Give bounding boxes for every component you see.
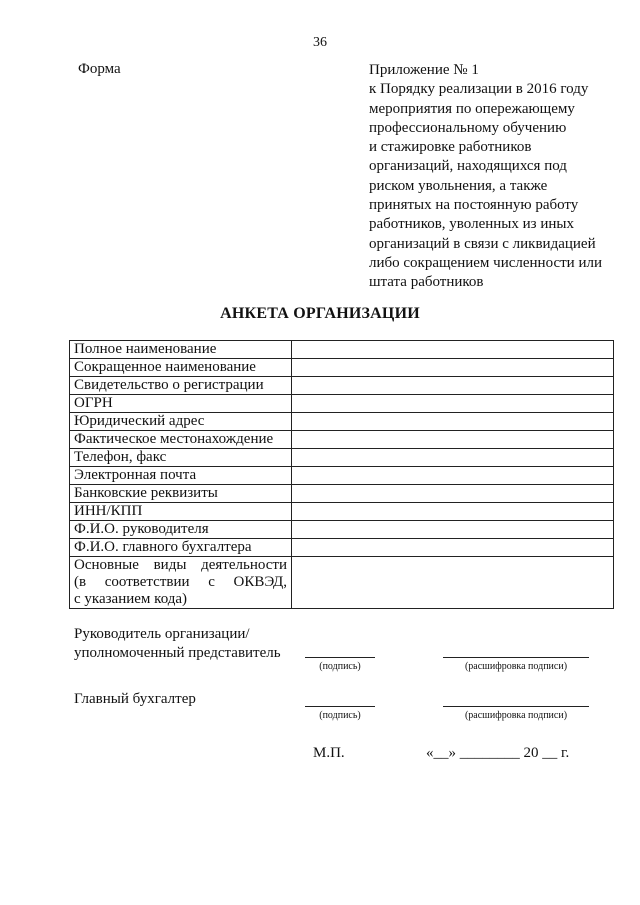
row-value-field[interactable] — [292, 503, 614, 521]
row-value-field[interactable] — [292, 539, 614, 557]
row-label: ОГРН — [70, 395, 292, 413]
appendix-line: организаций, находящихся под — [369, 158, 567, 175]
row-label: Сокращенное наименование — [70, 359, 292, 377]
head-signature-line[interactable] — [305, 657, 375, 658]
row-value-field[interactable] — [292, 521, 614, 539]
row-label: Телефон, факс — [70, 449, 292, 467]
head-label-line: Руководитель организации/ — [74, 626, 250, 642]
appendix-line: принятых на постоянную работу — [369, 197, 579, 214]
document-title: АНКЕТА ОРГАНИЗАЦИИ — [220, 305, 420, 322]
stamp-placeholder: М.П. — [313, 745, 345, 761]
head-label-line: уполномоченный представитель — [74, 645, 281, 661]
page-number: 36 — [313, 35, 327, 50]
row-label: ИНН/КПП — [70, 503, 292, 521]
row-label: Юридический адрес — [70, 413, 292, 431]
appendix-line: Приложение № 1 — [369, 62, 479, 78]
activity-label-line: с указанием кода) — [74, 591, 188, 607]
table-row — [70, 449, 614, 467]
decoding-caption: (расшифровка подписи) — [464, 661, 568, 672]
table-row — [70, 413, 614, 431]
accountant-decoding-line[interactable] — [443, 706, 589, 707]
row-label: Банковские реквизиты — [70, 485, 292, 503]
appendix-line: профессиональному обучению — [369, 119, 567, 136]
appendix-line: организаций в связи с ликвидацией — [369, 235, 596, 252]
accountant-signature-line[interactable] — [305, 706, 375, 707]
table-row — [70, 395, 614, 413]
table-row — [70, 539, 614, 557]
table-row — [70, 503, 614, 521]
head-decoding-line[interactable] — [443, 657, 589, 658]
appendix-line: работников, уволенных из иных — [369, 216, 574, 233]
row-value-field[interactable] — [292, 449, 614, 467]
table-row — [70, 431, 614, 449]
appendix-line: штата работников — [369, 274, 484, 291]
row-value-field[interactable] — [292, 431, 614, 449]
table-row — [70, 521, 614, 539]
row-label: Электронная почта — [70, 467, 292, 485]
row-label: Фактическое местонахождение — [70, 431, 292, 449]
activity-row-label — [70, 557, 292, 609]
table-row — [70, 359, 614, 377]
form-label: Форма — [78, 61, 121, 77]
signature-caption: (подпись) — [319, 710, 361, 721]
head-signatory-label — [74, 625, 281, 663]
table-row — [70, 467, 614, 485]
row-label: Полное наименование — [70, 341, 292, 359]
table-row — [70, 377, 614, 395]
appendix-line: либо сокращением численности или — [369, 254, 602, 271]
table-row — [70, 341, 614, 359]
row-value-field[interactable] — [292, 359, 614, 377]
row-value-field[interactable] — [292, 341, 614, 359]
appendix-line: мероприятия по опережающему — [369, 100, 575, 117]
appendix-line: к Порядку реализации в 2016 году — [369, 81, 589, 98]
row-value-field[interactable] — [292, 485, 614, 503]
table-row — [70, 557, 614, 609]
date-field[interactable]: «__» ________ 20 __ г. — [426, 745, 570, 761]
row-value-field[interactable] — [292, 377, 614, 395]
signature-caption: (подпись) — [319, 661, 361, 672]
appendix-line: и стажировке работников — [369, 139, 532, 156]
table-row — [70, 485, 614, 503]
decoding-caption: (расшифровка подписи) — [464, 710, 568, 721]
accountant-label: Главный бухгалтер — [74, 691, 196, 707]
row-label: Свидетельство о регистрации — [70, 377, 292, 395]
appendix-block — [369, 61, 619, 293]
appendix-line: риском увольнения, а также — [369, 177, 548, 194]
row-value-field[interactable] — [292, 395, 614, 413]
activity-label-line: (в соответствии с ОКВЭД, — [74, 574, 287, 590]
row-label: Ф.И.О. главного бухгалтера — [70, 539, 292, 557]
activity-label-line: Основные виды деятельности — [74, 557, 287, 573]
row-value-field[interactable] — [292, 413, 614, 431]
organization-questionnaire-table — [69, 340, 614, 609]
row-label: Ф.И.О. руководителя — [70, 521, 292, 539]
row-value-field[interactable] — [292, 557, 614, 609]
row-value-field[interactable] — [292, 467, 614, 485]
